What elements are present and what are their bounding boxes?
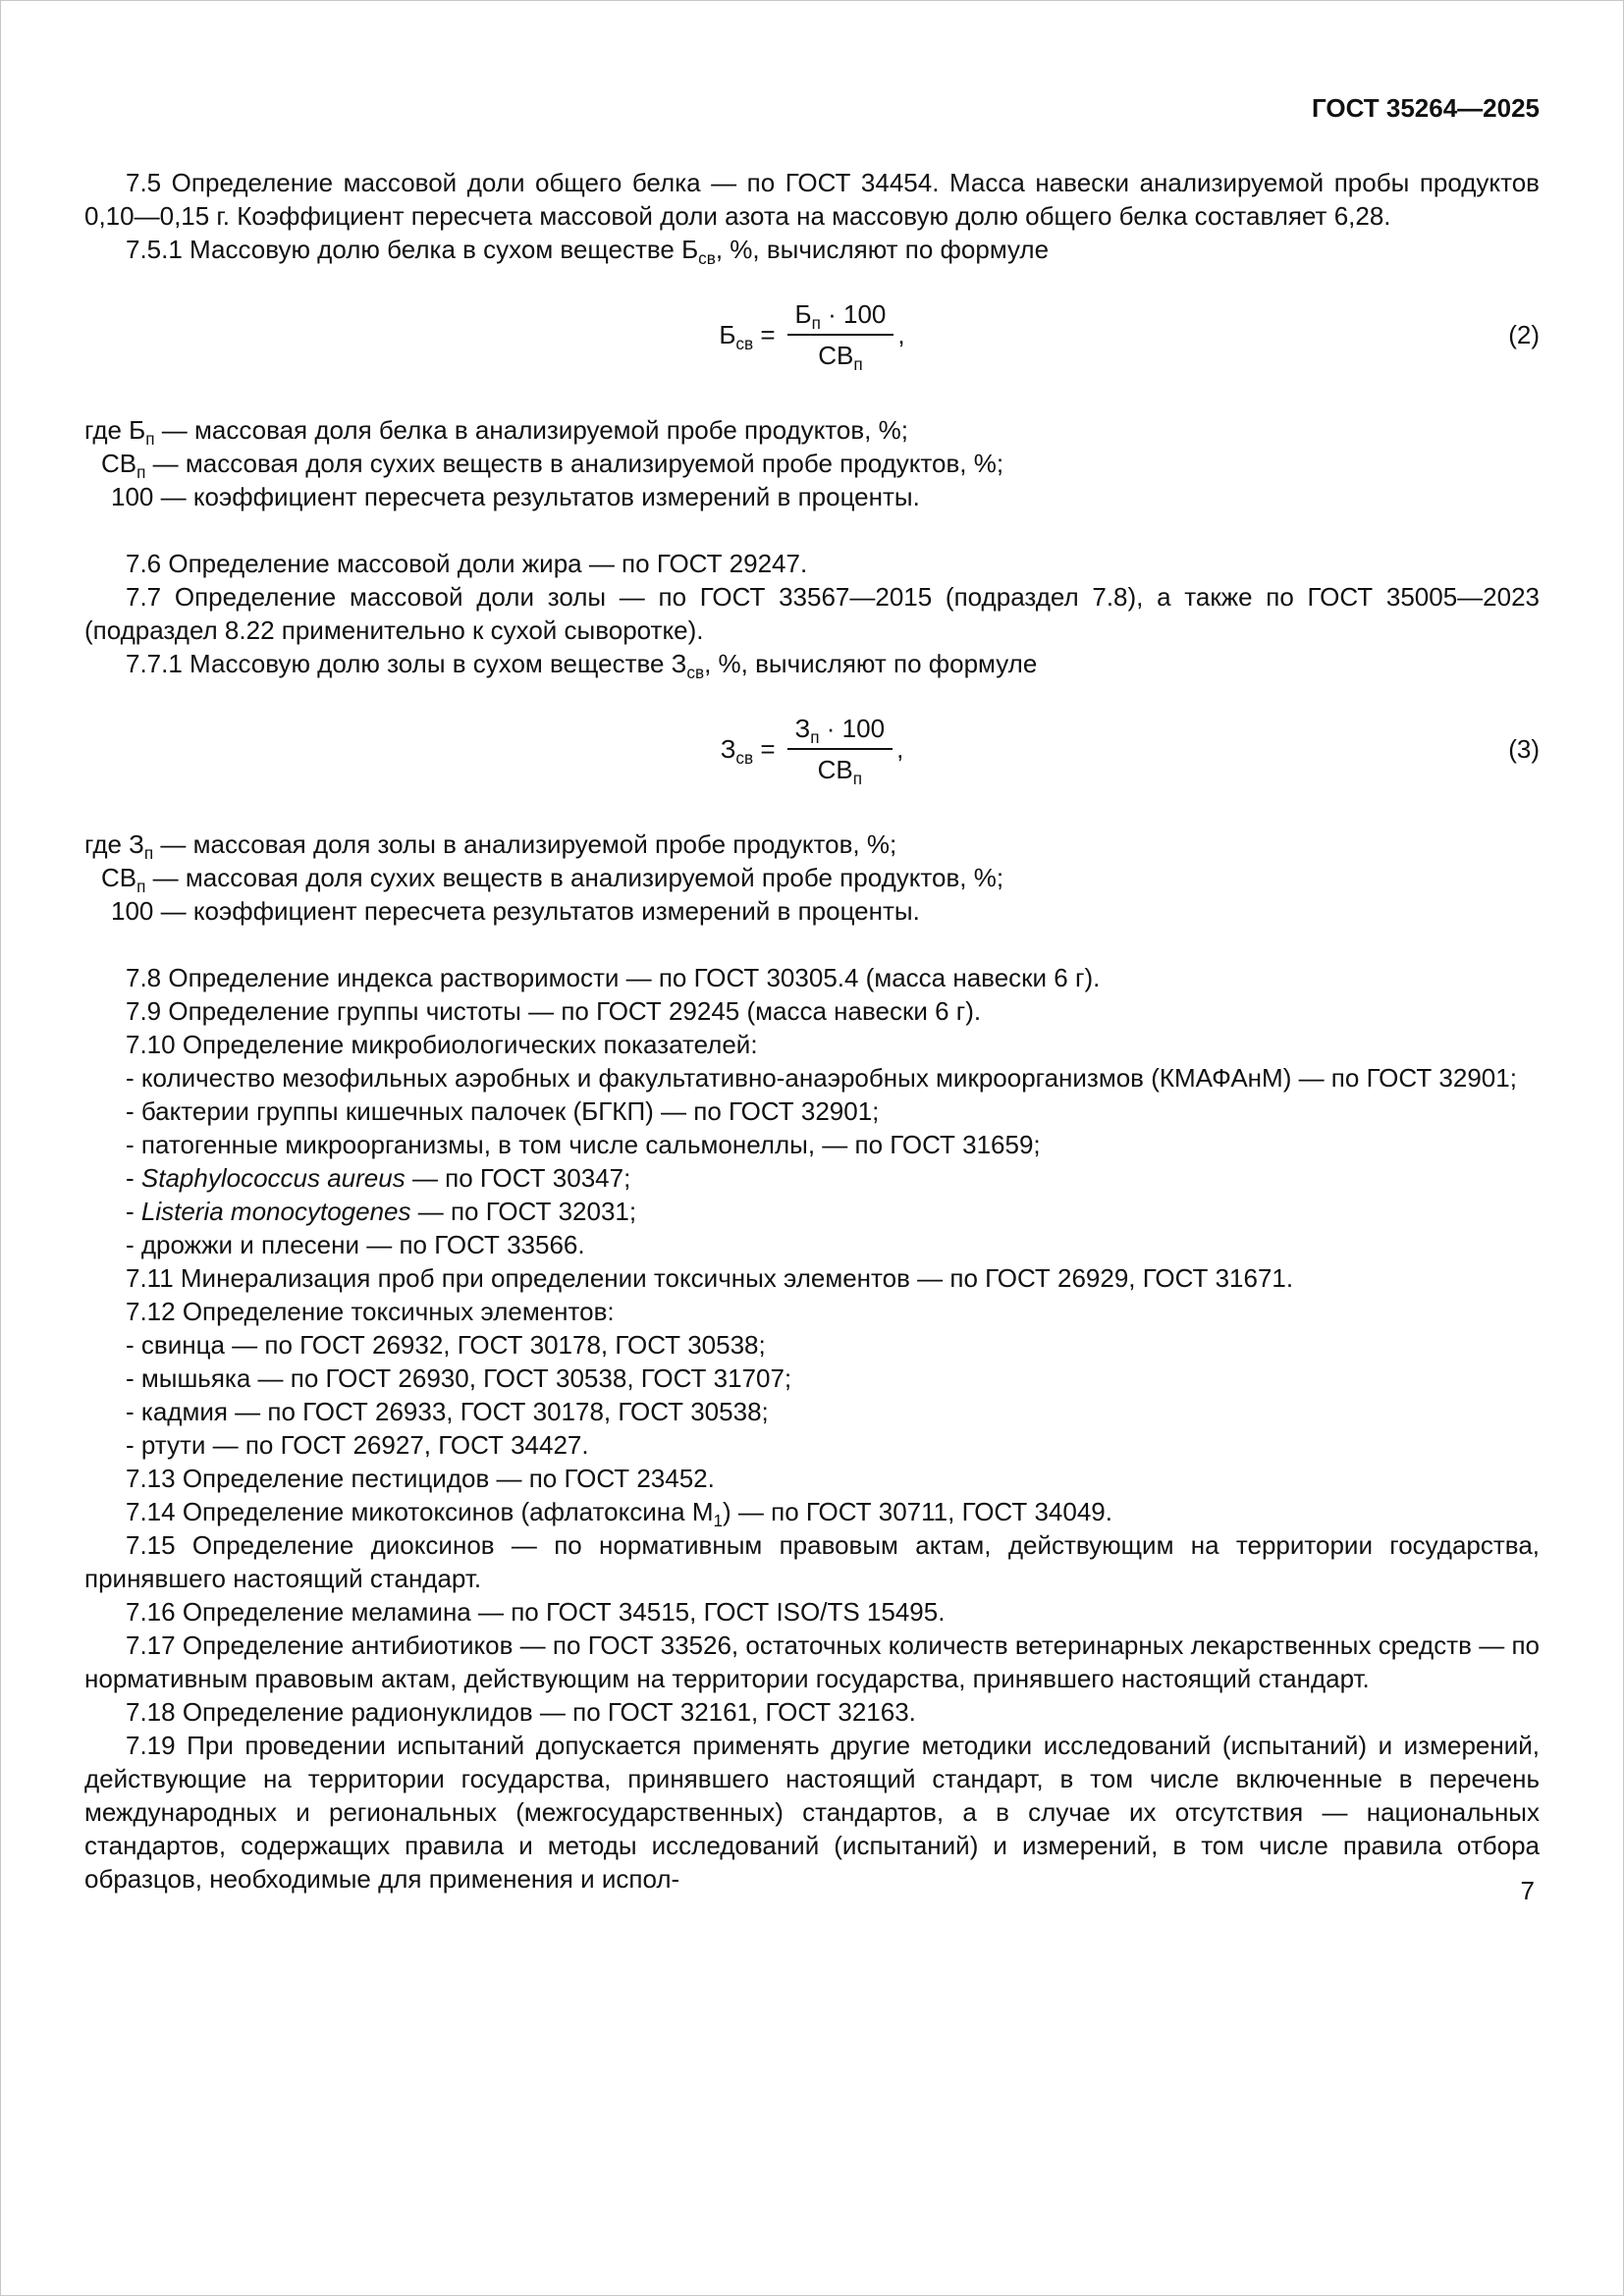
text-segment: 7.8 Определение индекса растворимости — по ГОСТ 30305.4 (масса навески 6 г). xyxy=(126,963,1101,992)
text-segment: — массовая доля сухих веществ в анализируемой пробе продуктов, %; xyxy=(145,863,1004,892)
list-item-yeast-mold xyxy=(84,1228,1540,1261)
clause-7-10 xyxy=(84,1028,1540,1061)
document-header xyxy=(84,91,1540,125)
text-segment: 7.5.1 Массовую долю белка в сухом веществе Б xyxy=(126,235,699,264)
text-segment: · 100 xyxy=(819,714,886,743)
subscript: св xyxy=(735,334,754,354)
text-segment: где З xyxy=(84,829,144,859)
text-segment: — по ГОСТ 30347; xyxy=(405,1163,631,1193)
text-segment: - количество мезофильных аэробных и факультативно-анаэробных микроорганизмов (КМАФАнМ) — по ГОСТ 32901; xyxy=(126,1063,1517,1093)
list-item-bgkp xyxy=(84,1095,1540,1128)
clause-7-5-1 xyxy=(84,233,1540,269)
where-line xyxy=(84,413,1540,450)
subscript: 1 xyxy=(713,1511,724,1531)
subscript: п xyxy=(143,843,154,864)
text-segment: - патогенные микроорганизмы, в том числе сальмонеллы, — по ГОСТ 31659; xyxy=(126,1130,1041,1159)
text-segment: - свинца — по ГОСТ 26932, ГОСТ 30178, ГОСТ 30538; xyxy=(126,1330,766,1360)
text-segment: - мышьяка — по ГОСТ 26930, ГОСТ 30538, ГОСТ 31707; xyxy=(126,1363,792,1393)
text-segment: - кадмия — по ГОСТ 26933, ГОСТ 30178, ГОСТ 30538; xyxy=(126,1397,769,1426)
list-item-mercury xyxy=(84,1428,1540,1462)
italic-segment: Listeria monocytogenes xyxy=(140,1197,411,1226)
subscript: п xyxy=(145,429,155,450)
text-segment: - бактерии группы кишечных палочек (БГКП) — по ГОСТ 32901; xyxy=(126,1096,880,1126)
clause-7-6 xyxy=(84,547,1540,580)
text-segment: 7.9 Определение группы чистоты — по ГОСТ 29245 (масса навески 6 г). xyxy=(126,996,982,1026)
clause-7-16 xyxy=(84,1595,1540,1629)
list-item-lead xyxy=(84,1328,1540,1362)
clause-7-7 xyxy=(84,580,1540,647)
list-item-arsenic xyxy=(84,1362,1540,1395)
subscript: п xyxy=(136,462,146,483)
text-segment: — массовая доля белка в анализируемой пробе продуктов, %; xyxy=(154,415,908,445)
blank-line xyxy=(84,928,1540,961)
formula-number: (3) xyxy=(1508,734,1540,764)
formula-lhs xyxy=(719,318,776,354)
text-segment: , %, вычисляют по формуле xyxy=(715,235,1050,264)
subscript: п xyxy=(810,727,820,748)
text-segment: 7.17 Определение антибиотиков — по ГОСТ 33526, остаточных количеств ветеринарных лекарственных средств — по нормативным правовым актам, действующим на территории государства, принявшего настоящий стандарт. xyxy=(84,1630,1540,1693)
text-segment: Б xyxy=(794,299,812,329)
clause-7-19 xyxy=(84,1729,1540,1896)
italic-segment: Staphylococcus aureus xyxy=(140,1163,406,1193)
text-segment: СВ xyxy=(101,863,137,892)
clause-7-5 xyxy=(84,166,1540,233)
text-segment: З xyxy=(720,734,736,764)
text-segment: 7.14 Определение микотоксинов (афлатоксина М xyxy=(126,1497,714,1526)
subscript: п xyxy=(852,769,863,789)
clause-7-17 xyxy=(84,1629,1540,1695)
formula-fraction xyxy=(787,712,893,789)
list-item-staphylococcus xyxy=(84,1161,1540,1195)
clause-7-13 xyxy=(84,1462,1540,1495)
text-segment: З xyxy=(794,714,811,743)
text-segment: 100 — коэффициент пересчета результатов измерений в проценты. xyxy=(111,896,920,926)
text-segment: СВ xyxy=(101,449,137,478)
subscript: п xyxy=(811,313,821,334)
blank-line xyxy=(84,513,1540,547)
subscript: п xyxy=(136,877,146,897)
where-line xyxy=(84,861,1540,897)
text-segment: ) — по ГОСТ 30711, ГОСТ 34049. xyxy=(723,1497,1112,1526)
text-segment: — по ГОСТ 32031; xyxy=(410,1197,637,1226)
clause-7-9 xyxy=(84,994,1540,1028)
text-segment: 7.7.1 Массовую долю золы в сухом веществе З xyxy=(126,649,687,678)
text-segment: 7.13 Определение пестицидов — по ГОСТ 23452. xyxy=(126,1464,715,1493)
text-segment: где Б xyxy=(84,415,146,445)
list-item-pathogenic xyxy=(84,1128,1540,1161)
clause-7-18 xyxy=(84,1695,1540,1729)
text-segment: 7.10 Определение микробиологических показателей: xyxy=(126,1030,758,1059)
formula-row xyxy=(84,297,1540,375)
page-number: 7 xyxy=(1520,1876,1535,1905)
where-line xyxy=(84,447,1540,483)
text-segment: - xyxy=(126,1197,141,1226)
text-segment: 7.12 Определение токсичных элементов: xyxy=(126,1297,615,1326)
text-segment: - ртути — по ГОСТ 26927, ГОСТ 34427. xyxy=(126,1430,589,1460)
clause-7-8 xyxy=(84,961,1540,994)
text-segment: 100 — коэффициент пересчета результатов измерений в проценты. xyxy=(111,482,920,511)
clause-7-11 xyxy=(84,1261,1540,1295)
text-segment: - дрожжи и плесени — по ГОСТ 33566. xyxy=(126,1230,585,1259)
formula-fraction xyxy=(787,297,894,375)
subscript: св xyxy=(686,663,705,683)
where-line xyxy=(84,480,1540,513)
clause-7-15 xyxy=(84,1528,1540,1595)
text-segment: 7.19 При проведении испытаний допускается применять другие методики исследований (испытаний) и измерений, действующие на территории государства, принявшего настоящий стандарт, в том числе включенные в перечень международных и региональных (межгосударственных) стандартов, а в случае их отсутствия — национальных стандартов, содержащих правила и методы исследований (испытаний) и измерений, в том числе правила отбора образцов, необходимые для применения и испол- xyxy=(84,1731,1540,1894)
text-segment: - xyxy=(126,1163,141,1193)
text-segment: СВ xyxy=(818,341,854,370)
text-segment: — массовая доля золы в анализируемой пробе продуктов, %; xyxy=(153,829,897,859)
formula-expression xyxy=(719,297,905,375)
clause-7-7-1 xyxy=(84,647,1540,683)
text-segment: = xyxy=(753,734,776,764)
formula-denominator xyxy=(787,750,893,789)
where-line xyxy=(84,894,1540,928)
list-item-cadmium xyxy=(84,1395,1540,1428)
list-item-listeria xyxy=(84,1195,1540,1228)
text-segment: 7.18 Определение радионуклидов — по ГОСТ 32161, ГОСТ 32163. xyxy=(126,1697,916,1727)
text-segment: 7.15 Определение диоксинов — по нормативным правовым актам, действующим на территории государства, принявшего настоящий стандарт. xyxy=(84,1530,1540,1593)
text-segment: 7.7 Определение массовой доли золы — по ГОСТ 33567—2015 (подраздел 7.8), а также по ГОСТ 35005—2023 (подраздел 8.22 применительно к сухой сыворотке). xyxy=(84,582,1540,645)
where-line xyxy=(84,828,1540,864)
text-segment: 7.11 Минерализация проб при определении токсичных элементов — по ГОСТ 26929, ГОСТ 31671. xyxy=(126,1263,1294,1293)
subscript: св xyxy=(698,248,716,269)
doc-number: ГОСТ 35264—2025 xyxy=(1312,93,1540,123)
subscript: св xyxy=(735,748,754,769)
text-segment: 7.5 Определение массовой доли общего белка — по ГОСТ 34454. Масса навески анализируемой пробы продуктов 0,10—0,15 г. Коэффициент пересчета массовой доли азота на массовую долю общего белка составляет 6,28. xyxy=(84,168,1540,231)
formula-numerator xyxy=(787,712,893,750)
text-segment: · 100 xyxy=(820,299,887,329)
formula-row xyxy=(84,712,1540,789)
formula-number: (2) xyxy=(1508,320,1540,349)
formula-comma: , xyxy=(896,734,904,764)
text-segment: = xyxy=(753,320,776,349)
text-segment: 7.16 Определение меламина — по ГОСТ 34515, ГОСТ ISO/TS 15495. xyxy=(126,1597,946,1627)
document-body xyxy=(84,166,1540,1896)
subscript: п xyxy=(853,354,863,375)
text-segment: , %, вычисляют по формуле xyxy=(704,649,1038,678)
text-segment: Б xyxy=(719,320,736,349)
clause-7-12 xyxy=(84,1295,1540,1328)
text-segment: 7.6 Определение массовой доли жира — по ГОСТ 29247. xyxy=(126,549,808,578)
formula-expression xyxy=(720,712,904,789)
formula-comma: , xyxy=(897,320,905,349)
formula-numerator xyxy=(787,297,894,336)
formula-denominator xyxy=(787,336,894,375)
text-segment: — массовая доля сухих веществ в анализируемой пробе продуктов, %; xyxy=(145,449,1004,478)
formula-lhs xyxy=(720,732,776,769)
text-segment: СВ xyxy=(817,755,853,784)
list-item-kmafanm xyxy=(84,1061,1540,1095)
clause-7-14 xyxy=(84,1495,1540,1531)
